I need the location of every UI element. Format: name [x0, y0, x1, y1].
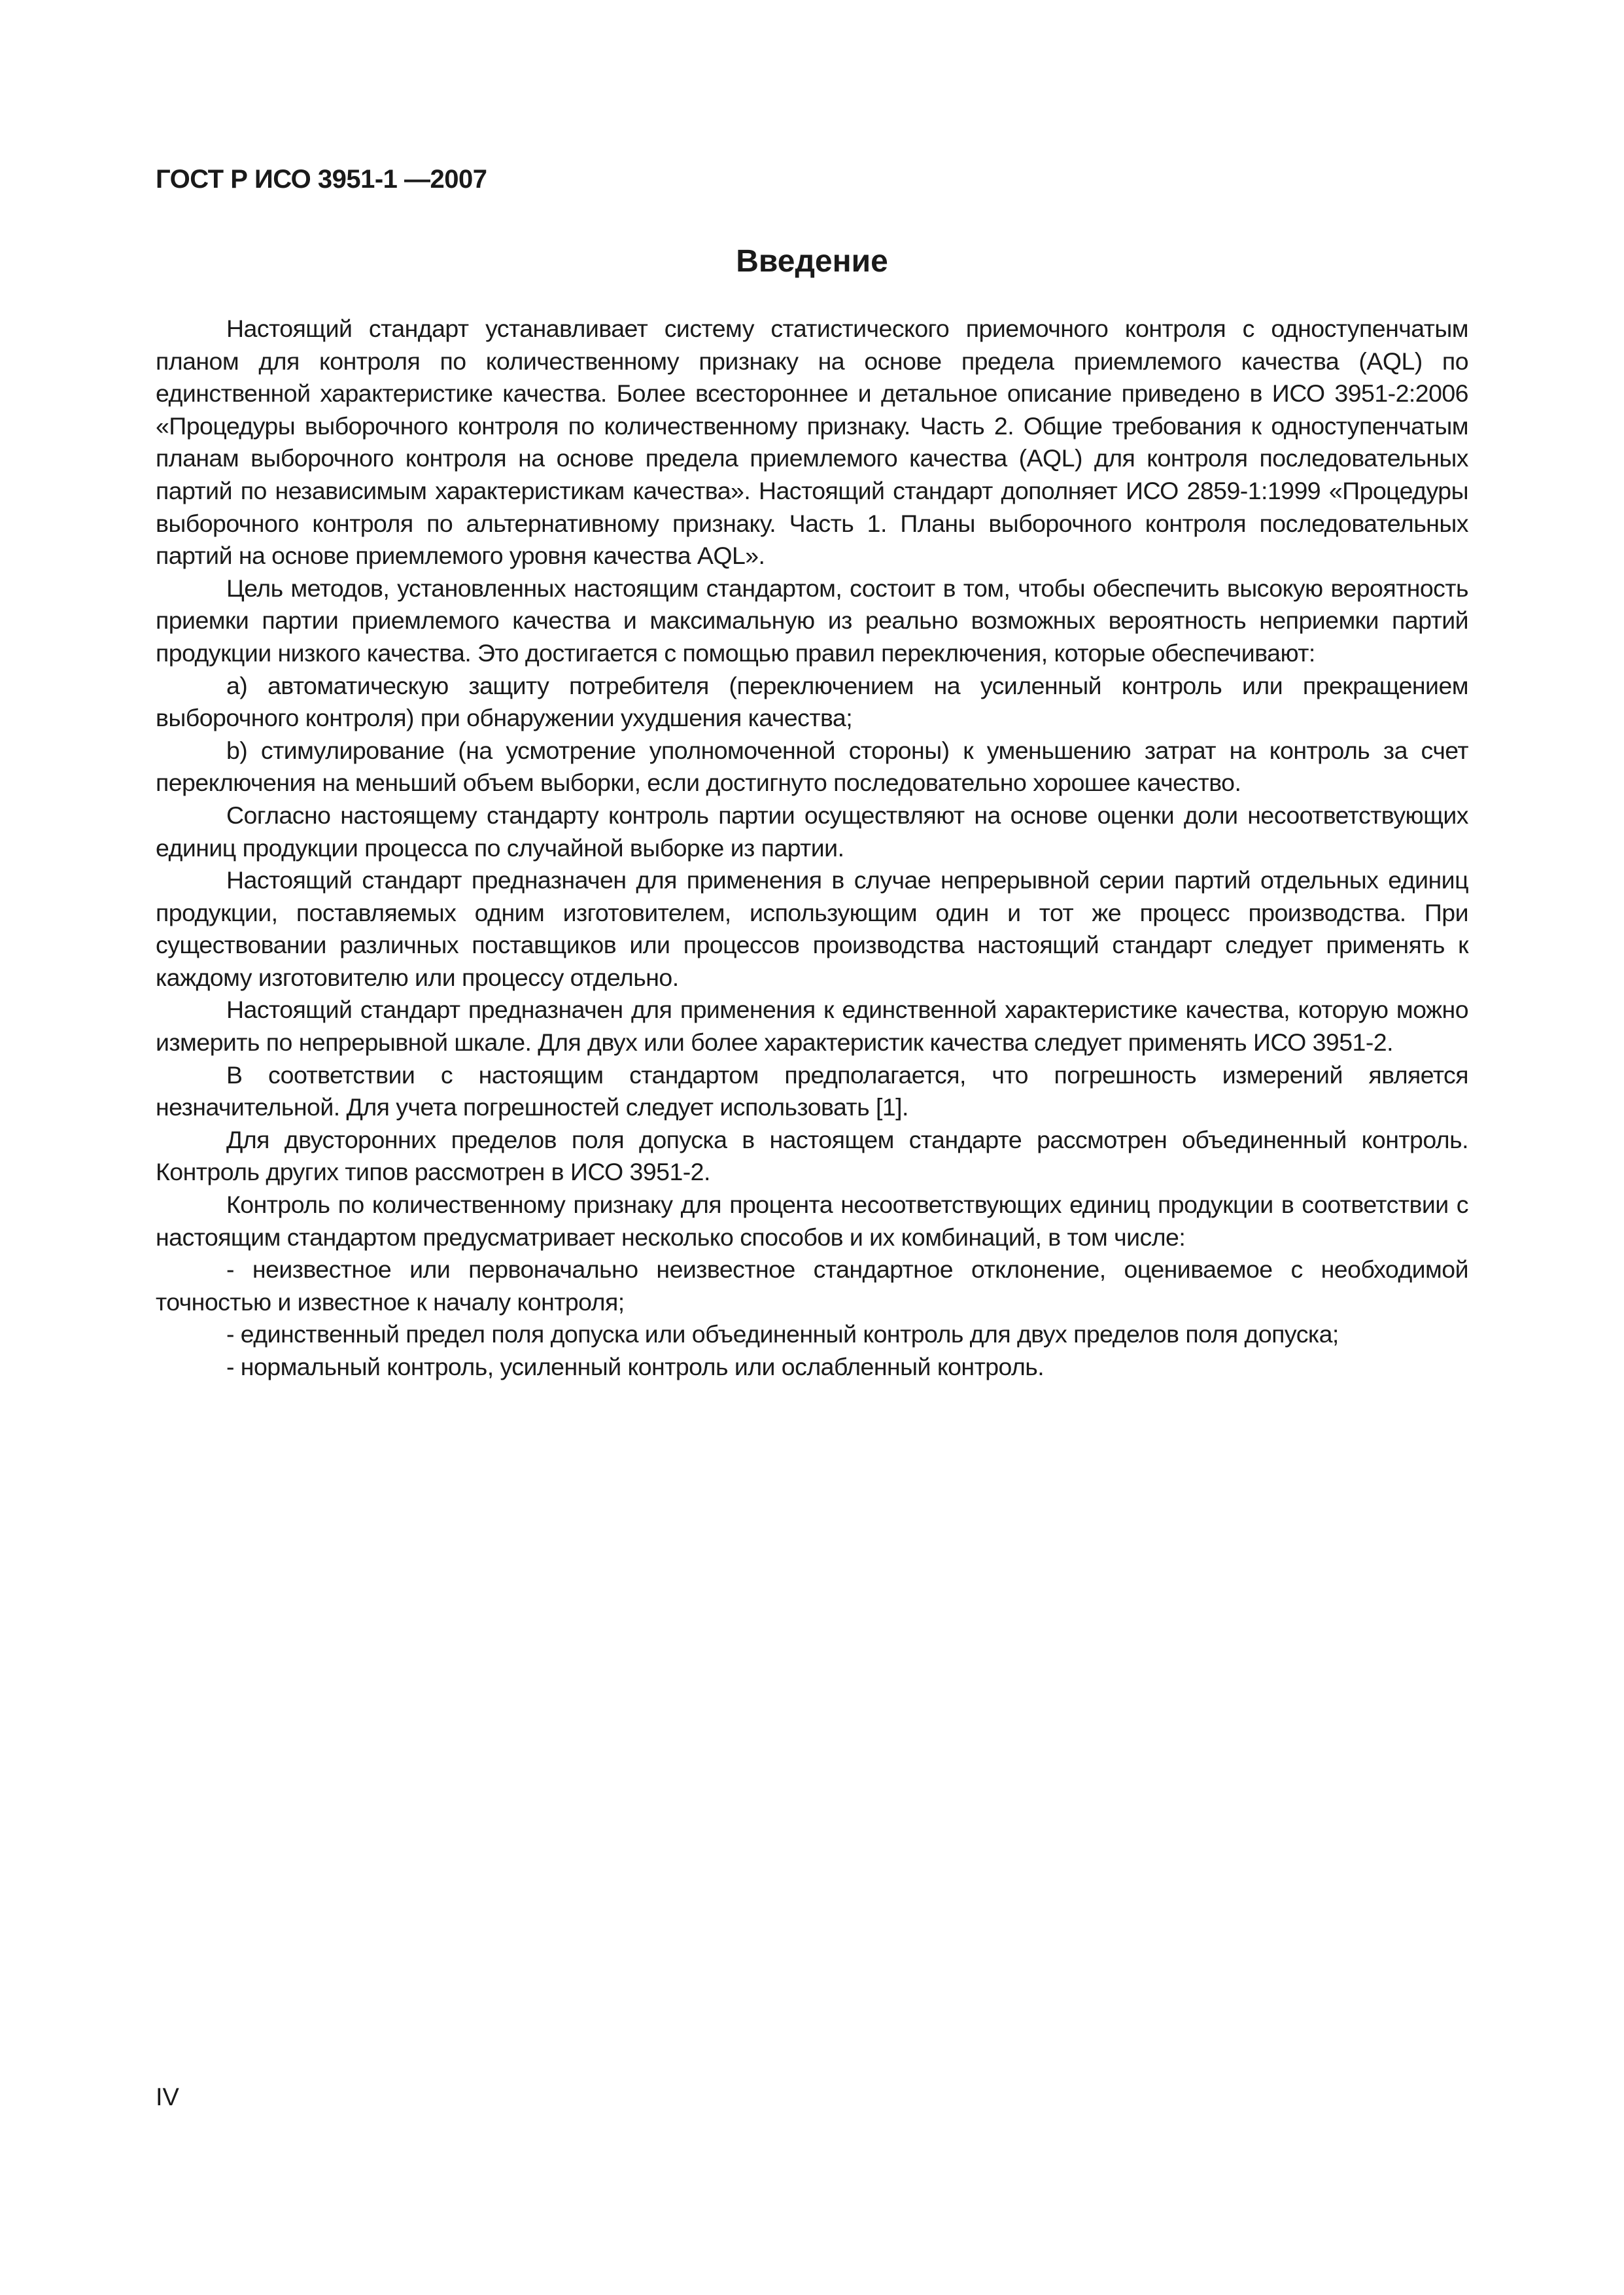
paragraph-scope: Настоящий стандарт устанавливает систему статистического приемочного контроля с одноступенчатым планом для контроля по количественному признаку на основе предела приемлемого качества (AQL) по единственной характеристике качества. Более всестороннее и детальное описание приведено в ИСО 3951-2:2006 «Процедуры выборочного контроля по количественному признаку. Часть 2. Общие требования к одноступенчатым планам выборочного контроля на основе предела приемлемого качества (AQL) для контроля последовательных партий по независимым характеристикам качества». Настоящий стандарт дополняет ИСО 2859-1:1999 «Процедуры выборочного контроля по альтернативному признаку. Часть 1. Планы выборочного контроля последовательных партий на основе приемлемого уровня качества AQL». — [156, 315, 1468, 570]
page-number: IV — [156, 2084, 179, 2111]
paragraph-continuous-series: Настоящий стандарт предназначен для применения в случае непрерывной серии партий отдельных единиц продукции, поставляемых одним изготовителем, использующим один и тот же процесс производства. При существовании различных поставщиков или процессов производства настоящий стандарт следует применять к каждому изготовителю или процессу отдельно. — [156, 866, 1468, 991]
paragraph-double-limits: Для двусторонних пределов поля допуска в настоящем стандарте рассмотрен объединенный контроль. Контроль других типов рассмотрен в ИСО 3951-2. — [156, 1125, 1468, 1186]
paragraph-methods: Контроль по количественному признаку для процента несоответствующих единиц продукции в соответствии с настоящим стандартом предусматривает несколько способов и их комбинаций, в том числе: — [156, 1191, 1468, 1251]
paragraph-single-characteristic: Настоящий стандарт предназначен для применения к единственной характеристике качества, которую можно измерить по непрерывной шкале. Для двух или более характеристик качества следует применять ИСО 3951-2. — [156, 996, 1468, 1057]
document-code-header: ГОСТ Р ИСО 3951-1 —2007 — [156, 165, 487, 194]
paragraph-measurement-error: В соответствии с настоящим стандартом предполагается, что погрешность измерений является незначительной. Для учета погрешностей следует использовать [1]. — [156, 1060, 1468, 1121]
list-item-a: a) автоматическую защиту потребителя (переключением на усиленный контроль или прекращением выборочного контроля) при обнаружении ухудшения качества; — [156, 671, 1468, 732]
section-body — [156, 313, 1468, 1384]
list-item-b: b) стимулирование (на усмотрение уполномоченной стороны) к уменьшению затрат на контроль за счет переключения на меньший объем выборки, если достигнуто последовательно хорошее качество. — [156, 736, 1468, 797]
list-item-tolerance-limits: - единственный предел поля допуска или объединенный контроль для двух пределов поля допуска; — [226, 1320, 1339, 1348]
paragraph-purpose: Цель методов, установленных настоящим стандартом, состоит в том, чтобы обеспечить высокую вероятность приемки партии приемлемого качества и максимальную из реально возможных вероятность неприемки партий продукции низкого качества. Это достигается с помощью правил переключения, которые обеспечивают: — [156, 574, 1468, 667]
list-item-std-deviation: - неизвестное или первоначально неизвестное стандартное отклонение, оцениваемое с необходимой точностью и известное к началу контроля; — [156, 1255, 1468, 1316]
paragraph-lot-control: Согласно настоящему стандарту контроль партии осуществляют на основе оценки доли несоответствующих единиц продукции процесса по случайной выборке из партии. — [156, 801, 1468, 862]
section-title: Введение — [736, 244, 888, 279]
list-item-inspection-levels: - нормальный контроль, усиленный контроль или ослабленный контроль. — [226, 1353, 1045, 1380]
